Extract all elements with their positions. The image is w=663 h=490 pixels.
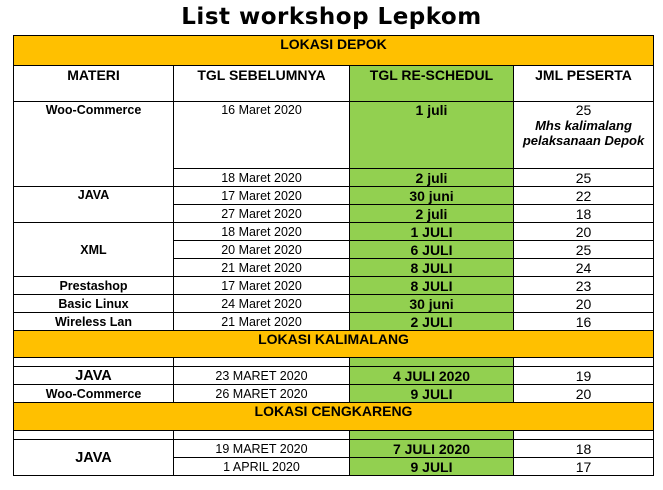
prev-date-cell: 21 Maret 2020	[174, 259, 350, 277]
page-title: List workshop Lepkom	[181, 4, 482, 30]
materi-cell: JAVA	[14, 187, 174, 223]
header-tgl-reschedul: TGL RE-SCHEDUL	[350, 66, 514, 102]
count-cell: 20	[514, 223, 654, 241]
table-row	[14, 367, 654, 385]
reschedule-cell: 4 JULI 2020	[350, 367, 514, 385]
materi-cell: Wireless Lan	[14, 313, 174, 331]
count-cell: 25	[514, 169, 654, 187]
count-cell: 25	[514, 241, 654, 259]
reschedule-cell: 1 JULI	[350, 223, 514, 241]
section-title: LOKASI DEPOK	[14, 36, 654, 66]
reschedule-cell: 8 JULI	[350, 277, 514, 295]
prev-date-cell: 23 MARET 2020	[174, 367, 350, 385]
section-cengkareng	[14, 403, 654, 431]
count-cell: 22	[514, 187, 654, 205]
reschedule-cell: 9 JULI	[350, 385, 514, 403]
count-cell: 16	[514, 313, 654, 331]
reschedule-cell: 2 JULI	[350, 313, 514, 331]
prev-date-cell: 21 Maret 2020	[174, 313, 350, 331]
reschedule-cell: 30 juni	[350, 295, 514, 313]
spacer-row	[14, 431, 654, 440]
materi-cell: Woo-Commerce	[14, 102, 174, 187]
header-materi: MATERI	[14, 66, 174, 102]
materi-cell: JAVA	[14, 367, 174, 385]
table-row	[14, 295, 654, 313]
section-title: LOKASI CENGKARENG	[14, 403, 654, 431]
count-cell: 20	[514, 295, 654, 313]
section-kalimalang	[14, 331, 654, 358]
reschedule-cell: 2 juli	[350, 169, 514, 187]
prev-date-cell: 1 APRIL 2020	[174, 458, 350, 476]
reschedule-cell: 1 juli	[350, 102, 514, 169]
reschedule-cell: 7 JULI 2020	[350, 440, 514, 458]
prev-date-cell: 18 Maret 2020	[174, 169, 350, 187]
table-row	[14, 277, 654, 295]
table-row	[14, 223, 654, 241]
table-row	[14, 102, 654, 169]
spacer-row	[14, 358, 654, 367]
table-row	[14, 313, 654, 331]
count-value: 25	[575, 102, 592, 118]
reschedule-cell: 30 juni	[350, 187, 514, 205]
table-row	[14, 440, 654, 458]
count-cell: 18	[514, 440, 654, 458]
prev-date-cell: 26 MARET 2020	[174, 385, 350, 403]
prev-date-cell: 17 Maret 2020	[174, 277, 350, 295]
prev-date-cell: 19 MARET 2020	[174, 440, 350, 458]
section-title: LOKASI KALIMALANG	[14, 331, 654, 358]
prev-date-cell: 17 Maret 2020	[174, 187, 350, 205]
materi-cell: Prestashop	[14, 277, 174, 295]
header-jml-peserta: JML PESERTA	[514, 66, 654, 102]
header-tgl-sebelumnya: TGL SEBELUMNYA	[174, 66, 350, 102]
materi-cell: JAVA	[14, 440, 174, 476]
count-note: Mhs kalimalang pelaksanaan Depok	[522, 118, 645, 148]
materi-cell: Basic Linux	[14, 295, 174, 313]
prev-date-cell: 24 Maret 2020	[174, 295, 350, 313]
count-cell: 24	[514, 259, 654, 277]
prev-date-cell: 20 Maret 2020	[174, 241, 350, 259]
table-row	[14, 187, 654, 205]
reschedule-cell: 6 JULI	[350, 241, 514, 259]
prev-date-cell: 16 Maret 2020	[174, 102, 350, 169]
materi-cell: Woo-Commerce	[14, 385, 174, 403]
reschedule-cell: 9 JULI	[350, 458, 514, 476]
count-cell: 19	[514, 367, 654, 385]
count-cell: 18	[514, 205, 654, 223]
count-cell: 23	[514, 277, 654, 295]
section-depok	[14, 36, 654, 66]
reschedule-cell: 8 JULI	[350, 259, 514, 277]
header-row	[14, 66, 654, 102]
workshop-table	[13, 35, 654, 476]
count-cell	[514, 102, 654, 169]
count-cell: 17	[514, 458, 654, 476]
count-cell: 20	[514, 385, 654, 403]
reschedule-cell: 2 juli	[350, 205, 514, 223]
prev-date-cell: 27 Maret 2020	[174, 205, 350, 223]
table-row	[14, 385, 654, 403]
materi-cell: XML	[14, 223, 174, 277]
prev-date-cell: 18 Maret 2020	[174, 223, 350, 241]
